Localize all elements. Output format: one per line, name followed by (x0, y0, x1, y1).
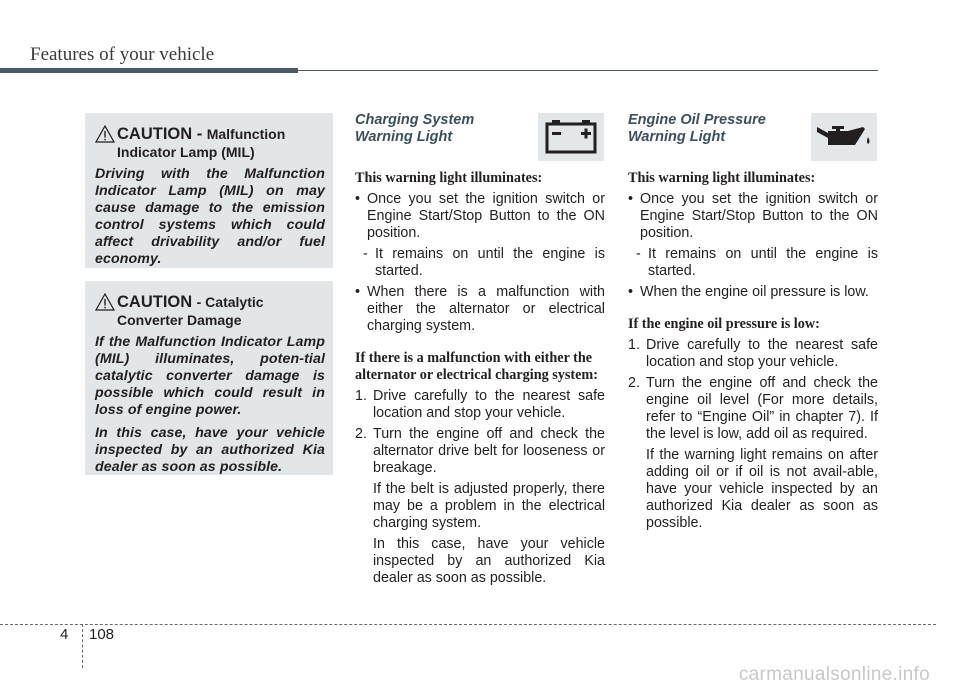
step-text: Turn the engine off and check the alternator drive belt for looseness or breakage. (373, 426, 605, 476)
step-number: 2. (628, 375, 640, 391)
charging-title-line1: Charging System (355, 112, 475, 128)
footer-divider (82, 624, 83, 668)
warning-triangle-icon (95, 293, 115, 311)
caution-subject: - Catalytic (196, 294, 264, 310)
chapter-number: 4 (60, 626, 69, 643)
charging-title (355, 112, 605, 146)
oil-lead: This warning light illuminates: (628, 170, 816, 186)
charging-subhead: If there is a malfunction with either the alternator or electrical charging system: (355, 350, 598, 383)
step-text: Drive carefully to the nearest safe location and stop your vehicle. (646, 337, 878, 370)
oil-title (628, 112, 878, 146)
charging-bullet-2: • When there is a malfunction with either the alternator or electrical charging system. (355, 284, 605, 335)
caution-subject-line2: Converter Damage (117, 312, 242, 328)
caution-subject-line2: Indicator Lamp (MIL) (117, 144, 255, 160)
caution-word: CAUTION - (117, 125, 203, 143)
step-text: Turn the engine off and check the engine oil level (For more details, refer to “Engine Oil” in chapter 7). If the level is low, add oil as required. (646, 375, 878, 442)
page-header-title: Features of your vehicle (30, 44, 215, 65)
caution-box-catalytic (85, 281, 333, 475)
caution-word: CAUTION (117, 293, 193, 311)
caution-body: If the Malfunction Indicator Lamp (MIL) illuminates, poten-tial catalytic converter damage is possible which could result in loss of engine power. (95, 334, 325, 418)
oil-title-line2: Warning Light (628, 129, 726, 145)
step-number: 1. (355, 388, 367, 404)
charging-dash-1: - It remains on until the engine is started. (355, 246, 605, 280)
oil-title-line1: Engine Oil Pressure (628, 112, 766, 128)
page-number: 108 (89, 626, 115, 643)
charging-bullet-1: • Once you set the ignition switch or Engine Start/Stop Button to the ON position. (355, 191, 605, 242)
charging-para-2: In this case, have your vehicle inspected by an authorized Kia dealer as soon as possible. (373, 536, 605, 586)
warning-triangle-icon (95, 125, 115, 143)
oil-bullet-2: • When the engine oil pressure is low. (628, 284, 878, 301)
caution-box-mil (85, 113, 333, 268)
caution-body: Driving with the Malfunction Indicator Lamp (MIL) on may cause damage to the emission control systems which could affect drivability and/or fuel economy. (95, 166, 325, 267)
oil-dash-1: - It remains on until the engine is started. (628, 246, 878, 280)
step-number: 2. (355, 426, 367, 442)
oil-step-2 (628, 375, 878, 443)
oil-subhead: If the engine oil pressure is low: (628, 316, 820, 332)
caution-subject: Malfunction (206, 126, 286, 142)
footer-rule (0, 624, 936, 625)
caution-body-2: In this case, have your vehicle inspected by an authorized Kia dealer as soon as possible. (95, 425, 325, 475)
oil-section (628, 112, 878, 532)
header-accent-bar (0, 68, 298, 73)
charging-lead: This warning light illuminates: (355, 170, 543, 186)
header-rule (298, 70, 878, 71)
caution-heading (95, 293, 325, 328)
caution-heading (95, 125, 325, 160)
oil-bullet-1: • Once you set the ignition switch or Engine Start/Stop Button to the ON position. (628, 191, 878, 242)
step-number: 1. (628, 337, 640, 353)
step-text: Drive carefully to the nearest safe location and stop your vehicle. (373, 388, 605, 421)
charging-para-1: If the belt is adjusted properly, there may be a problem in the electrical charging system. (373, 481, 605, 531)
oil-para-1: If the warning light remains on after adding oil or if oil is not avail-able, have your vehicle inspected by an authorized Kia dealer as soon as possible. (646, 447, 878, 531)
watermark-text: carmanualsonline.info (738, 664, 930, 685)
charging-step-1 (355, 388, 605, 422)
oil-step-1 (628, 337, 878, 371)
charging-step-2 (355, 426, 605, 477)
charging-section (355, 112, 605, 587)
charging-title-line2: Warning Light (355, 129, 453, 145)
